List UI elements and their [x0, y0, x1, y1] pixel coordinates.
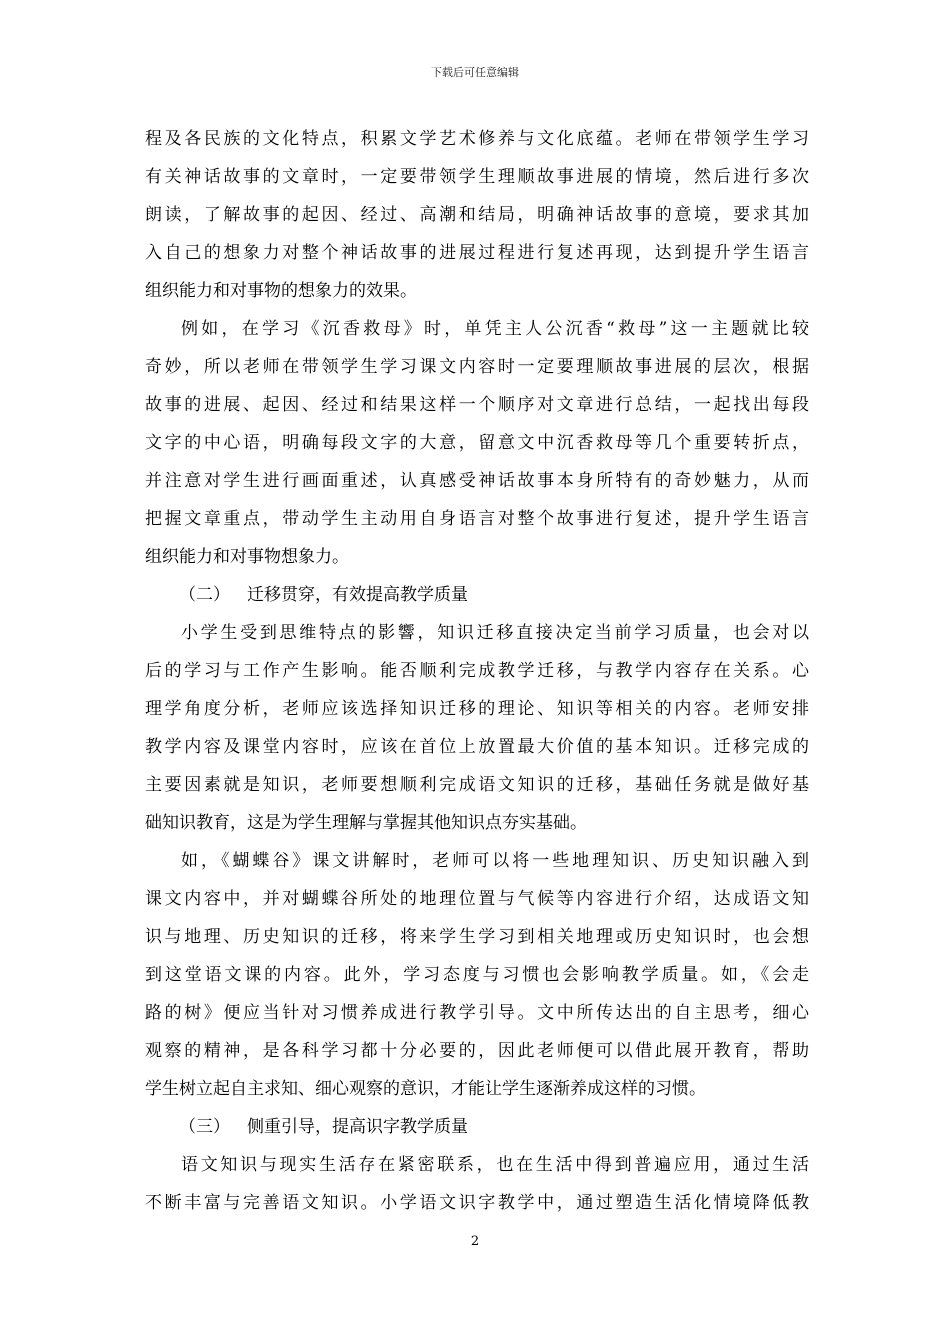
- text-line: 到这堂语文课的内容。此外，学习态度与习惯也会影响教学质量。如，《会走: [145, 965, 809, 985]
- text-line: 并注意对学生进行画面重述，认真感受神话故事本身所特有的奇妙魅力，从而: [145, 471, 809, 491]
- text-line: 教学内容及课堂内容时，应该在首位上放置最大价值的基本知识。迁移完成的: [145, 737, 809, 757]
- text-line: 后的学习与工作产生影响。能否顺利完成教学迁移，与教学内容存在关系。心: [145, 661, 809, 681]
- text-line: 小学生受到思维特点的影響，知识迁移直接决定当前学习质量，也会对以: [181, 623, 809, 643]
- text-line: 故事的进展、起因、经过和结果这样一个顺序对文章进行总结，一起找出每段: [145, 395, 809, 415]
- text-line: 语文知识与现实生活存在紧密联系，也在生活中得到普遍应用，通过生活: [181, 1155, 809, 1175]
- text-line: 学生树立起自主求知、细心观察的意识，才能让学生逐渐养成这样的习惯。: [145, 1079, 706, 1099]
- text-line: 文字的中心语，明确每段文字的大意，留意文中沉香救母等几个重要转折点，: [145, 433, 809, 453]
- section-heading: [145, 576, 809, 614]
- paragraph: [145, 842, 809, 1108]
- section-number: （三）: [179, 1117, 230, 1137]
- section-title: 侧重引导，提高识字教学质量: [247, 1117, 468, 1137]
- section-title: 迁移贯穿，有效提高教学质量: [247, 585, 468, 605]
- document-body: [145, 120, 809, 1222]
- page-number: 2: [470, 1234, 480, 1249]
- text-line: 程及各民族的文化特点，积累文学艺术修养与文化底蕴。老师在带领学生学习: [145, 129, 809, 149]
- text-line: 主要因素就是知识，老师要想顺利完成语文知识的迁移，基础任务就是做好基: [145, 775, 809, 795]
- text-line: 不断丰富与完善语文知识。小学语文识字教学中，通过塑造生活化情境降低教: [145, 1193, 809, 1213]
- text-line: 例如，在学习《沉香救母》时，单凭主人公沉香“救母”这一主题就比较: [181, 319, 809, 339]
- text-line: 课文内容中，并对蝴蝶谷所处的地理位置与气候等内容进行介绍，达成语文知: [145, 889, 809, 909]
- text-line: 理学角度分析，老师应该选择知识迁移的理论、知识等相关的内容。老师安排: [145, 699, 809, 719]
- text-line: 础知识教育，这是为学生理解与掌握其他知识点夯实基础。: [145, 813, 587, 833]
- text-line: 朗读，了解故事的起因、经过、高潮和结局，明确神话故事的意境，要求其加: [145, 205, 809, 225]
- section-heading: [145, 1108, 809, 1146]
- text-line: 组织能力和对事物的想象力的效果。: [145, 281, 417, 301]
- text-line: 识与地理、历史知识的迁移，将来学生学习到相关地理或历史知识时，也会想: [145, 927, 809, 947]
- paragraph: [145, 310, 809, 576]
- text-line: 奇妙，所以老师在带领学生学习课文内容时一定要理顺故事进展的层次，根据: [145, 357, 809, 377]
- text-line: 把握文章重点，带动学生主动用自身语言对整个故事进行复述，提升学生语言: [145, 509, 809, 529]
- section-number: （二）: [179, 585, 230, 605]
- text-line: 如，《蝴蝶谷》课文讲解时，老师可以将一些地理知识、历史知识融入到: [181, 851, 809, 871]
- page-header: 下载后可任意编辑: [431, 66, 519, 79]
- paragraph: [145, 1146, 809, 1222]
- text-line: 有关神话故事的文章时，一定要带领学生理顺故事进展的情境，然后进行多次: [145, 167, 809, 187]
- paragraph: [145, 614, 809, 842]
- text-line: 组织能力和对事物想象力。: [145, 547, 349, 567]
- text-line: 入自己的想象力对整个神话故事的进展过程进行复述再现，达到提升学生语言: [145, 243, 809, 263]
- text-line: 观察的精神，是各科学习都十分必要的，因此老师便可以借此展开教育，帮助: [145, 1041, 809, 1061]
- paragraph: [145, 120, 809, 310]
- text-line: 路的树》便应当针对习惯养成进行教学引导。文中所传达出的自主思考，细心: [145, 1003, 809, 1023]
